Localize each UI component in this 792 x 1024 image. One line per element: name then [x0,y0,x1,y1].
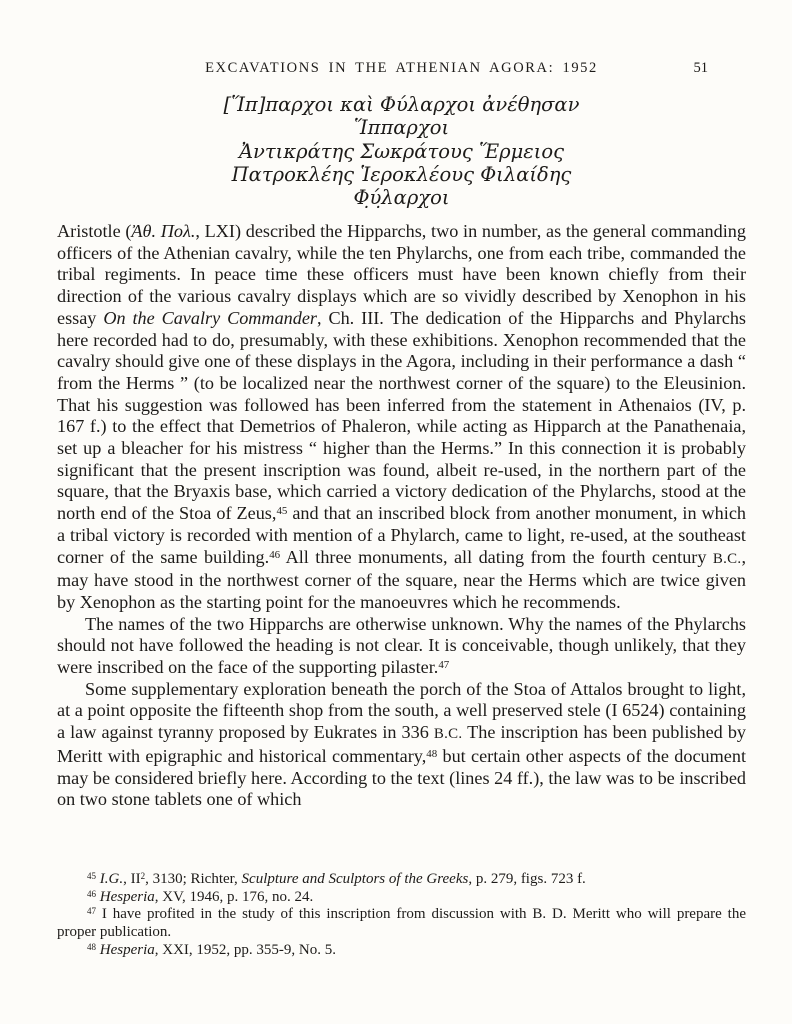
footnote-47: $^{47}$ I have profited in the study of this inscription from discussion with B. D. Meritt who will prepare the proper publication. [57,906,746,941]
page-number: 51 [693,60,708,76]
paragraph-stoa-of-attalos: Some supplementary exploration beneath the porch of the Stoa of Attalos brought to light, at a point opposite the fifteenth shop from the south, a well preserved stele (I 6524) containing a law against tyranny proposed by Eukrates in 336 B.C. The inscription has been published by Meritt with epigraphic and historical commentary,$^{48}$ but certain other aspects of the document may be considered briefly here. According to the text (lines 24 ff.), the law was to be inscribed on two stone tablets one of which [57,678,747,810]
greek-inscription-line-2: Ἵππαρχοι [353,116,450,140]
page-header-title: EXCAVATIONS IN THE ATHENIAN AGORA: 1952 [205,60,598,76]
paragraph-names-unknown: The names of the two Hipparchs are otherwise unknown. Why the names of the Phylarchs should not have followed the heading is not clear. It is conceivable, though unlikely, that they were inscribed on the face of the supporting pilaster.$^{47}$ [57,613,746,678]
greek-inscription-line-4: Πατροκλέης Ἱεροκλέους Φιλαίδης [231,162,572,186]
greek-inscription-line-5: Φ̣ύ̣λαρχοι [353,186,450,210]
greek-inscription-line-1: [Ἵπ]παρχοι καὶ Φύλαρχοι ἀνέθησαν [223,93,580,116]
footnote-45: $^{45}$ I.G., $II^2$, 3130; Richter, Sculpture and Sculptors of the Greeks, p. 279, figs. 723 f. [87,870,586,887]
body-text [57,221,746,811]
greek-inscription-block [57,93,746,209]
footnotes-block [57,871,746,960]
footnote-48: $^{48}$ Hesperia, XXI, 1952, pp. 355-9, No. 5. [87,941,336,958]
greek-inscription-line-3: Ἀντικράτης Σωκράτους Ἕρμειος [238,139,565,163]
footnote-46: $^{46}$ Hesperia, XV, 1946, p. 176, no. 24. [87,888,314,905]
running-head [57,60,746,78]
paragraph-aristotle-hipparchs: Aristotle (Ἀθ. Πολ., LXI) described the Hipparchs, two in number, as the general commanding officers of the Athenian cavalry, while the ten Phylarchs, one from each tribe, commanded the tribal regiments. In peace time these officers must have been known chiefly from their direction of the various cavalry displays which are so vividly described by Xenophon in his essay On the Cavalry Commander, Ch. III. The dedication of the Hipparchs and Phylarchs here recorded had to do, presumably, with these exhibitions. Xenophon recommended that the cavalry should give one of these displays in the Agora, including in their performance a dash “ from the Herms ” (to be localized near the northwest corner of the square) to the Eleusinion. That his suggestion was followed has been inferred from the statement in Athenaios (IV, p. 167 f.) to the effect that Demetrios of Phaleron, while acting as Hipparch at the Panathenaia, set up a bleacher for his mistress “ higher than the Herms.” In this connection it is probably significant that the present inscription was found, albeit re-used, in the northern part of the square, that the Bryaxis base, which carried a victory dedication of the Phylarchs, stood at the north end of the Stoa of Zeus,$^{45}$ and that an inscribed block from another monument, in which a tribal victory is recorded with mention of a Phylarch, came to light, re-used, at the southeast corner of the same building.$^{46}$ All three monuments, all dating from the fourth century B.C., may have stood in the northwest corner of the square, near the Herms which are twice given by Xenophon as the starting point for the manoeuvres which he recommends. [57,221,746,612]
